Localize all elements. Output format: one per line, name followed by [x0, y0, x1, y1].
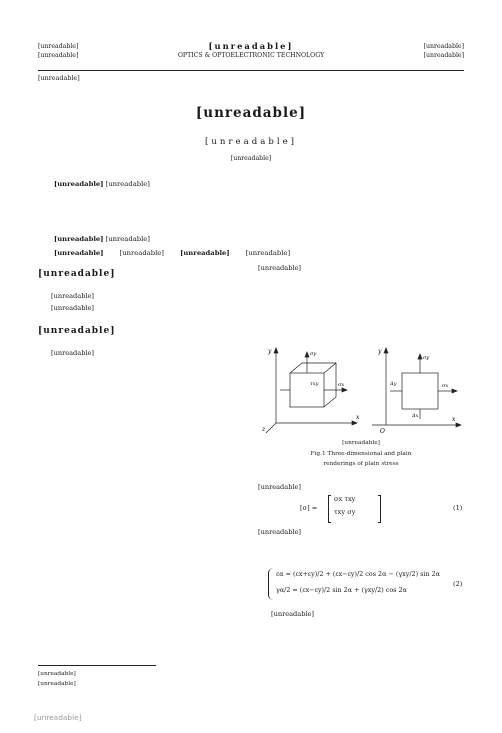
label-z: z — [262, 426, 266, 433]
figure-caption-en-1: Fig.1 Three-dimensional and plain — [310, 450, 412, 457]
section-heading-introduction: [unreadable] — [38, 269, 116, 279]
label-sigma-x: σx — [338, 382, 345, 388]
clc-label: [unreadable] — [54, 249, 104, 257]
body-paragraph: [unreadable] — [51, 304, 95, 313]
doc-code-label: [unreadable] — [180, 249, 230, 257]
equation-brace — [268, 568, 273, 600]
header-volume-en — [424, 42, 464, 60]
article-number: [unreadable] — [38, 74, 80, 82]
footnote — [38, 669, 464, 689]
body-paragraph: [unreadable] — [258, 528, 302, 536]
footnote-received-date: [unreadable] — [38, 671, 76, 677]
figure-caption-en-2: renderings of plain stress — [323, 461, 399, 467]
label-tau-xy: τxy — [310, 381, 319, 387]
abstract — [54, 178, 448, 190]
sigma-x-arrowhead — [342, 388, 347, 392]
section-heading-model: [unreadable] — [38, 325, 116, 336]
label-y: y — [268, 348, 272, 355]
strain-transformation-equations — [268, 568, 464, 604]
header-date-en: [unreadable] — [423, 52, 464, 59]
plane-element — [402, 373, 438, 409]
footnote-author-bio: [unreadable] — [38, 681, 76, 687]
x2-axis-arrow — [456, 423, 461, 427]
body-paragraph: [unreadable] — [271, 610, 315, 618]
label-origin: O — [380, 428, 385, 435]
right-column — [258, 262, 464, 274]
y-axis-arrow — [274, 348, 278, 353]
keywords — [54, 235, 448, 243]
label-x: x — [356, 414, 360, 421]
database-watermark: [unreadable] — [34, 713, 82, 722]
label-sigma-x2: σx — [442, 383, 449, 389]
strain-equation-row-1: εα = (εx+εy)/2 + (εx−εy)/2 cos 2α − (γxy/2) sin 2α — [276, 570, 440, 578]
abstract-text: [unreadable] — [105, 180, 150, 188]
left-column — [38, 262, 244, 359]
matrix-row-1: σx τxy — [334, 495, 356, 503]
sigma-y-arrowhead — [305, 352, 309, 357]
figure-stress-element — [262, 345, 462, 435]
abstract-label: [unreadable] — [54, 180, 104, 188]
matrix-left-bracket — [328, 495, 331, 523]
clc-value: [unreadable] — [119, 249, 164, 257]
label-x2: x — [452, 416, 456, 423]
label-dy: Δy — [390, 381, 397, 387]
keywords-label: [unreadable] — [54, 235, 104, 243]
journal-name — [138, 42, 364, 60]
header-divider — [38, 70, 464, 71]
footnote-divider — [38, 665, 156, 666]
figure-caption-cn: [unreadable] — [342, 440, 380, 446]
sigma-x2-arrowhead — [452, 389, 457, 393]
x-axis-arrow — [352, 421, 357, 425]
label-sigma-y: σy — [310, 351, 317, 357]
z-axis-line — [266, 423, 276, 433]
body-paragraph: [unreadable] — [51, 348, 95, 357]
matrix-lhs: [σ] = — [300, 504, 318, 512]
stress-cube-3d — [266, 348, 357, 433]
header-volume-issue-en: [unreadable] — [423, 43, 464, 50]
matrix-right-bracket — [378, 495, 381, 523]
body-paragraph: [unreadable] — [258, 264, 302, 272]
doc-code-value: [unreadable] — [245, 249, 291, 257]
paper-title: [unreadable] — [195, 105, 307, 121]
strain-equation-row-2: γα/2 = (εx−εy)/2 sin 2α + (γxy/2) cos 2α — [276, 586, 407, 594]
matrix-row-2: τxy σy — [334, 508, 356, 516]
equation-number-1: (1) — [453, 504, 463, 512]
equation-intro: [unreadable] — [258, 483, 302, 491]
journal-name-cn: [unreadable] — [208, 41, 294, 51]
header-volume-cn — [38, 42, 78, 60]
running-header — [38, 42, 464, 68]
stress-matrix — [300, 495, 463, 523]
sigma-y2-arrowhead — [418, 354, 422, 359]
journal-name-en: OPTICS & OPTOELECTRONIC TECHNOLOGY — [177, 52, 325, 59]
classification — [54, 249, 448, 257]
label-sigma-y2: σy — [423, 355, 430, 361]
header-date-cn: [unreadable] — [38, 52, 79, 59]
y2-axis-arrow — [384, 348, 388, 353]
cube-front-face — [290, 373, 324, 407]
equation-number-2: (2) — [453, 580, 463, 588]
label-y2: y — [378, 348, 382, 355]
keywords-text: [unreadable] — [105, 235, 150, 243]
author-list: [unreadable] — [204, 137, 298, 147]
label-dx: Δx — [412, 413, 419, 419]
cube-edge — [324, 363, 336, 373]
body-paragraph: [unreadable] — [51, 292, 95, 301]
header-volume-issue-cn: [unreadable] — [38, 43, 79, 50]
affiliation: [unreadable] — [230, 155, 272, 162]
figure-caption — [258, 438, 464, 470]
